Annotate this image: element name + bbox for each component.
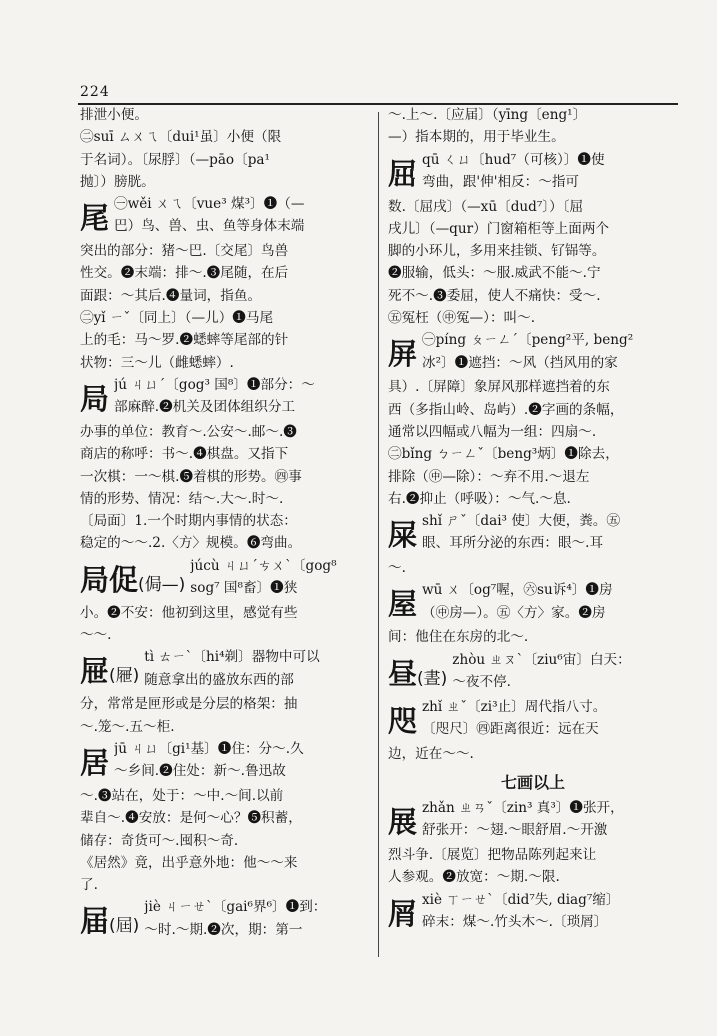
entry-shi: 屎 shǐ ㄕˇ〔dai³ 使〕大便，粪。㊄ 眼、耳所分泌的东西：眼～.耳 ～.: [388, 513, 621, 577]
entry-continuation: 排泄小便。 ㊁suī ㄙㄨㄟ〔dui¹虽〕小便（限 于名词）。〔尿脬〕（—pāo〔pa¹ 抛〕）膀胱。: [80, 107, 282, 190]
entry-xie: 屑 xiè ㄒㄧㄝˋ〔did⁷失, diag⁷缩〕 碎末：煤～.竹头木～.〔琐屑〕: [388, 889, 678, 934]
headword: 屉(屜): [80, 654, 140, 689]
column-divider: [378, 112, 379, 957]
headword: 咫: [388, 703, 418, 738]
entry-qu: 屈 qū ㄑㄩ〔hud⁷（可核）〕❶使 弯曲，跟'伸'相反：～指可 数.〔屈戌〕（—xū〔dud⁷〕）〔屈 戌儿〕（—qur）门窗箱柜等上面两个 脚的小环儿，多用来挂锁、钌铞等。 ❷服输，低头：～服.威武不能～.宁 死不～.❸委屈，使人不痛快：受～. ㊄冤枉（㊥冤—）：叫～.: [388, 151, 610, 327]
headword: 屑: [388, 896, 418, 931]
headword: 屎: [388, 518, 418, 553]
entry-wu: 屋 wū ㄨ〔og⁷喔，㊅su诉⁴〕❶房 （㊥房—）。㊄〈方〉家。❷房 间：他住在东房的北～.: [388, 582, 613, 646]
entry-wei: 尾 ㊀wěi ㄨㄟ〔vue³ 煤³〕❶（— 巴）鸟、兽、虫、鱼等身体末端 突出的部分：猪～巴.〔交尾〕鸟兽 性交。❷末端：排～.❸尾随，在后 面跟：～其后.❹量词，指鱼。 ㊁yǐ ㄧˇ〔同上〕（—儿）❶马尾 上的毛：马～罗.❷蟋蟀等尾部的针 状物：三～儿（雌蟋蟀）.: [80, 196, 305, 371]
headword: 屋: [388, 587, 418, 622]
entry-zhou: 昼(晝) zhòu ㄓㄡˋ〔ziu⁶宙〕白天： ～夜不停.: [388, 649, 678, 696]
headword: 局促(侷—): [80, 562, 186, 597]
entry-jie: 届(屆) jiè ㄐㄧㄝˋ〔gai⁶界⁶〕❶到： ～时.～期.❷次，期：第一: [80, 896, 370, 941]
page-number: 224: [80, 84, 110, 100]
entry-ju: 局 jú ㄐㄩˊ〔gog³ 国⁸〕❶部分：～ 部麻醉.❷机关及团体组织分工 办事的单位：教育～.公安～.邮～.❸ 商店的称呼：书～.❹棋盘。又指下 一次棋：一～棋.❺着棋的形势。㊃事 情的形势、情况：结～.大～.时～. 〔局面〕1.一个时期内事情的状态： 稳定的～～.2.〈方〉规模。❻弯曲。: [80, 376, 315, 552]
right-column: [388, 104, 678, 936]
headword: 届(屆): [80, 904, 140, 939]
headword: 昼(晝): [388, 656, 448, 691]
headword: 屏: [388, 337, 418, 372]
entry-continuation: ～.上～.〔应届〕（yīng〔eng¹〕 —）指本期的，用于毕业生。: [388, 107, 587, 146]
headword: 尾: [80, 201, 110, 236]
entry-zhi: 咫 zhǐ ㄓˇ〔zi³止〕周代指八寸。 〔咫尺〕㊃距离很近：远在天 边，近在～～.: [388, 698, 607, 762]
headword: 展: [388, 805, 418, 840]
headword: 屈: [388, 156, 418, 191]
headword: 居: [80, 745, 110, 780]
entry-zhan: 展 zhǎn ㄓㄢˇ〔zin³ 真³〕❶张开， 舒张开：～翅.～眼舒眉.～开激 烈斗争.〔展览〕把物品陈列起来让 人参观。❷放宽：～期.～限.: [388, 800, 624, 886]
entry-ti: 屉(屜) tì ㄊㄧˋ〔hi⁴剃〕器物中可以 随意拿出的盛放东西的部 分，常常是匣形或是分层的格架：抽 ～.笼～.五～柜.: [80, 649, 320, 735]
left-column: [80, 104, 370, 943]
entry-ping: 屏 ㊀píng ㄆㄧㄥˊ〔peng²平, beng² 冰²〕❶遮挡：～风（挡风用的家 具）.〔屏障〕象屏风那样遮挡着的东 西（多指山岭、岛屿）.❷字画的条幅， 通常以四幅或八幅为一组：四扇～. ㊁bǐng ㄅㄧㄥˇ〔beng³炳〕❶除去， 排除（㊥—除）：～弃不用.～退左 右.❷抑止（呼吸）：～气.～息.: [388, 332, 634, 507]
entry-ju1: 居 jū ㄐㄩ〔gi¹基〕❶住：分～.久 ～乡间.❷住处：新～.鲁迅故 ～.❸站在，处于：～中.～间.以前 辈自～.❹安放：是何～心？❺积蓄， 储存：奇货可～.囤积～奇. 《居然》竟，出乎意外地：他～～来 了.: [80, 740, 304, 894]
section-heading: 七画以上: [500, 773, 565, 793]
headword: 局: [80, 381, 110, 416]
entry-jucu: 局促(侷—) júcù ㄐㄩˊㄘㄨˋ〔gog⁸ sog⁷ 国⁸畜〕❶狭 小。❷不安：他初到这里，感觉有些 ～～.: [80, 557, 337, 644]
